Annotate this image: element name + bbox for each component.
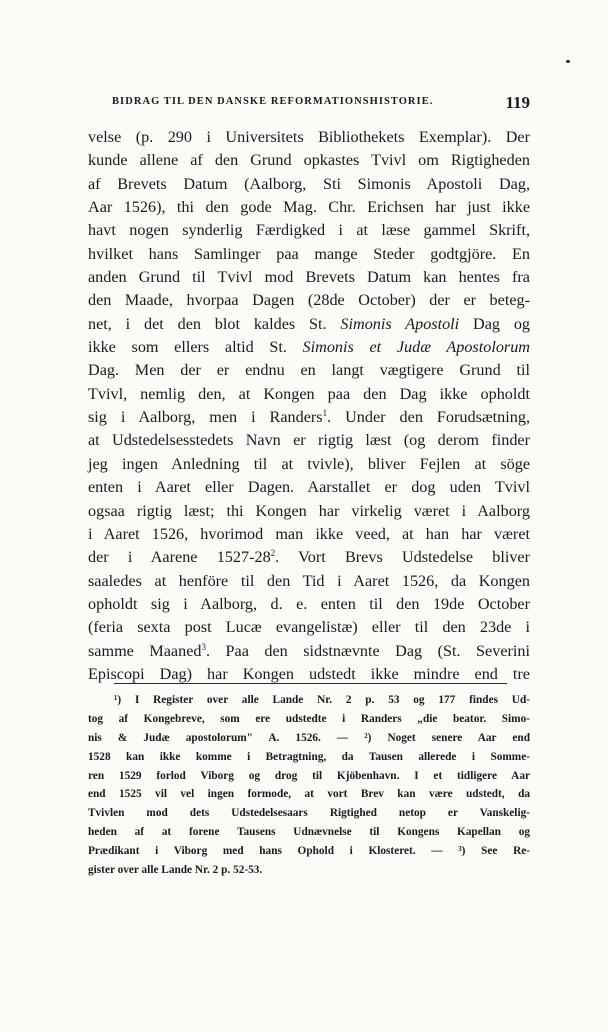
text-line-9: net, i det den blot kaldes St. Simonis Apostoli Dag og [88,314,531,333]
footnotes [88,691,530,880]
text-line-15: jeg ingen Anledning til at tvivle), bliver Fejlen at söge [88,454,530,473]
running-title: BIDRAG TIL DEN DANSKE REFORMATIONSHISTORIE. [112,96,434,107]
text-line-17: ogsaa rigtig læst; thi Kongen har virkelig været i Aalborg [88,501,530,520]
text-line-14: at Udstedelsesstedets Navn er rigtig læst (og derom finder [88,431,530,450]
italic-phrase: Simonis Apostoli [340,314,460,333]
text-line-24: Episcopi Dag) har Kongen udstedt ikke mindre end tre [88,664,530,683]
footnote-line-1: ¹) I Register over alle Lande Nr. 2 p. 53 og 177 findes Ud- [114,694,530,706]
text-line-3: af Brevets Datum (Aalborg, Sti Simonis Apostoli Dag, [88,174,530,193]
running-header [112,93,530,113]
page-number: 119 [505,93,530,112]
footnote-line-10: gister over alle Lande Nr. 2 p. 52-53. [88,864,263,877]
text-line-19: der i Aarene $1527-28^2$. Vort Brevs Udstedelse bliver [88,548,530,567]
footnote-marker: 3 [201,641,206,652]
footnote-line-2: tog af Kongebreve, som ere udstedte i Randers „die beator. Simo- [88,712,530,725]
ink-speck [566,60,570,63]
text-line-11: Dag. Men der er endnu en langt vægtigere Grund til [88,361,530,380]
text-line-5: havt nogen synderlig Færdigked i at læse gammel Skrift, [88,221,530,240]
text-line-13: sig i Aalborg, men i Randers$^1$. Under den Forudsætning, [88,408,530,427]
text-line-22: (feria sexta post Lucæ evangelistæ) eller til den 23de i [88,618,530,637]
text-line-6: hvilket hans Samlinger paa mange Steder godtgjöre. En [88,244,530,263]
text-line-21: opholdt sig i Aalborg, d. e. enten til den 19de October [88,594,530,613]
footnote-line-8: heden af at forene Tausens Udnævnelse til Kongens Kapellan og [88,826,530,839]
text-line-1: velse (p. 290 i Universitets Bibliothekets Exemplar). Der [88,128,530,146]
text-line-18: i Aaret 1526, hvorimod man ikke veed, at han har været [88,524,530,543]
main-text [88,126,530,686]
text-line-20: saaledes at henföre til den Tid i Aaret 1526, da Kongen [88,571,530,590]
text-line-10: ikke som ellers altid St. Simonis et Judæ Apostolorum [88,338,530,357]
text-line-2: kunde allene af den Grund opkastes Tvivl om Rigtigheden [88,151,530,170]
footnote-marker: 1 [322,408,328,419]
footnote-line-7: Tvivlen mod dets Udstedelsesaars Rigtighed netop er Vanskelig- [88,807,530,820]
footnote-line-6: end 1525 vil vel ingen formode, at vort Brev kan være udstedt, da [88,788,530,801]
text-line-4: Aar 1526), thi den gode Mag. Chr. Erichsen har just ikke [88,198,530,217]
text-line-23: samme Maaned$^3$. Paa den sidstnævnte Dag (St. Severini [88,641,530,660]
footnote-line-5: ren 1529 forlod Viborg og drog til Kjöbenhavn. I et tidligere Aar [88,769,530,782]
footnote-divider [114,683,507,684]
text-line-16: enten i Aaret eller Dagen. Aarstallet er dog uden Tvivl [88,478,530,497]
text-line-8: den Maade, hvorpaa Dagen (28de October) der er beteg- [88,291,530,310]
footnote-line-9: Prædikant i Viborg med hans Ophold i Klosteret. — ³) See Re- [88,845,530,858]
italic-phrase: Simonis et Judæ Apostolorum [302,338,530,357]
footnote-line-3: nis & Judæ apostolorum" A. 1526. — ²) Noget senere Aar end [88,731,530,744]
text-line-7: anden Grund til Tvivl mod Brevets Datum kan hentes fra [88,268,530,287]
footnote-marker: 2 [270,548,276,559]
footnote-line-4: 1528 kan ikke komme i Betragtning, da Tausen allerede i Somme- [88,750,530,763]
text-line-12: Tvivl, nemlig den, at Kongen paa den Dag ikke opholdt [88,384,530,403]
